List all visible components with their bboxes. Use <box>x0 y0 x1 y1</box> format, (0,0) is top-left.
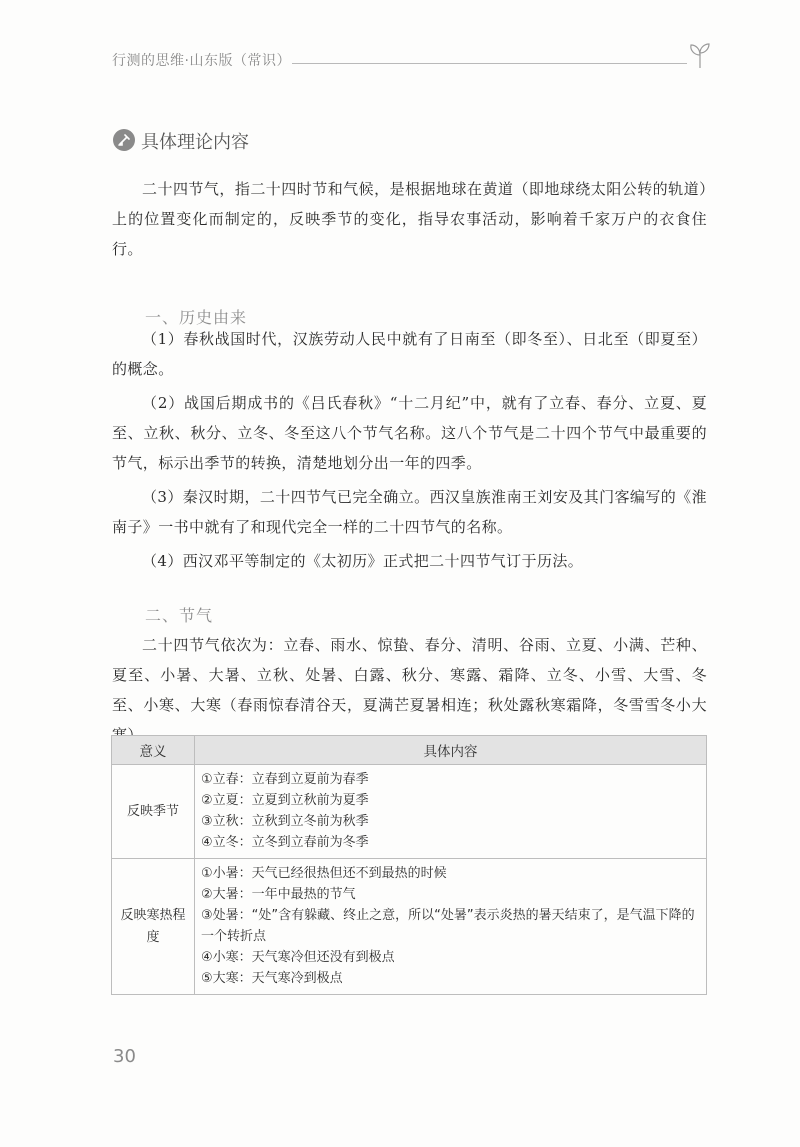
history-paragraph: （2）战国后期成书的《吕氏春秋》“十二月纪”中，就有了立春、春分、立夏、夏至、立秋、秋分、立冬、冬至这八个节气名称。这八个节气是二十四个节气中最重要的节气，标示出季节的转换，清楚地划分出一年的四季。 <box>112 394 707 472</box>
list-item: ③处暑：“处”含有躲藏、终止之意，所以“处暑”表示炎热的暑天结束了，是气温下降的一个转折点 <box>201 908 695 944</box>
list-item: ④立冬：立冬到立春前为冬季 <box>201 835 369 850</box>
table-header-content: 具体内容 <box>195 736 707 765</box>
list-item: ③立秋：立秋到立冬前为秋季 <box>201 814 369 829</box>
row-category: 反映寒热程度 <box>112 859 195 995</box>
section-title-text: 具体理论内容 <box>141 132 249 153</box>
terms-paragraph: 二十四节气依次为：立春、雨水、惊蛰、春分、清明、谷雨、立夏、小满、芒种、夏至、小暑、大暑、立秋、处暑、白露、秋分、寒露、霜降、立冬、小雪、大雪、冬至、小寒、大寒（春雨惊春清谷天，夏满芒夏暑相连；秋处露秋寒霜降，冬雪雪冬小大 <box>112 636 707 714</box>
history-section <box>112 324 707 576</box>
solar-terms-table <box>111 735 707 995</box>
row-items <box>195 859 707 995</box>
terms-heading: 二、节气 <box>145 606 214 625</box>
table-header-row <box>112 736 707 765</box>
running-header <box>112 50 702 74</box>
history-paragraph: （1）春秋战国时代，汉族劳动人民中就有了日南至（即冬至）、日北至（即夏至）的概念。 <box>112 330 707 378</box>
row-category: 反映季节 <box>112 765 195 859</box>
intro-paragraph: 二十四节气，指二十四时节和气候，是根据地球在黄道（即地球绕太阳公转的轨道）上的位置变化而制定的，反映季节的变化，指导农事活动，影响着千家万户的衣食住行。 <box>112 180 707 258</box>
history-paragraph: （3）秦汉时期，二十四节气已完全确立。西汉皇族淮南王刘安及其门客编写的《淮南子》一书中就有了和现代完全一样的二十四节气的名称。 <box>112 488 707 536</box>
list-item: ①小暑：天气已经很热但还不到最热的时候 <box>201 866 447 881</box>
list-item: ⑤大寒：天气寒冷到极点 <box>201 971 343 986</box>
table-row <box>112 765 707 859</box>
list-item: ②大暑：一年中最热的节气 <box>201 887 356 902</box>
sprout-icon <box>684 40 716 70</box>
list-item: ②立夏：立夏到立秋前为夏季 <box>201 793 369 808</box>
row-items <box>195 765 707 859</box>
list-item: ①立春：立春到立夏前为春季 <box>201 772 369 787</box>
list-item: ④小寒：天气寒冷但还没有到极点 <box>201 950 395 965</box>
table-header-meaning: 意义 <box>112 736 195 765</box>
header-rule <box>292 63 687 64</box>
table-row <box>112 859 707 995</box>
page-number: 30 <box>113 1046 136 1067</box>
pen-nib-icon <box>113 129 135 151</box>
book-title: 行测的思维·山东版（常识） <box>112 53 291 69</box>
history-heading: 一、历史由来 <box>145 308 248 327</box>
history-paragraph: （4）西汉邓平等制定的《太初历》正式把二十四节气订于历法。 <box>142 552 584 570</box>
